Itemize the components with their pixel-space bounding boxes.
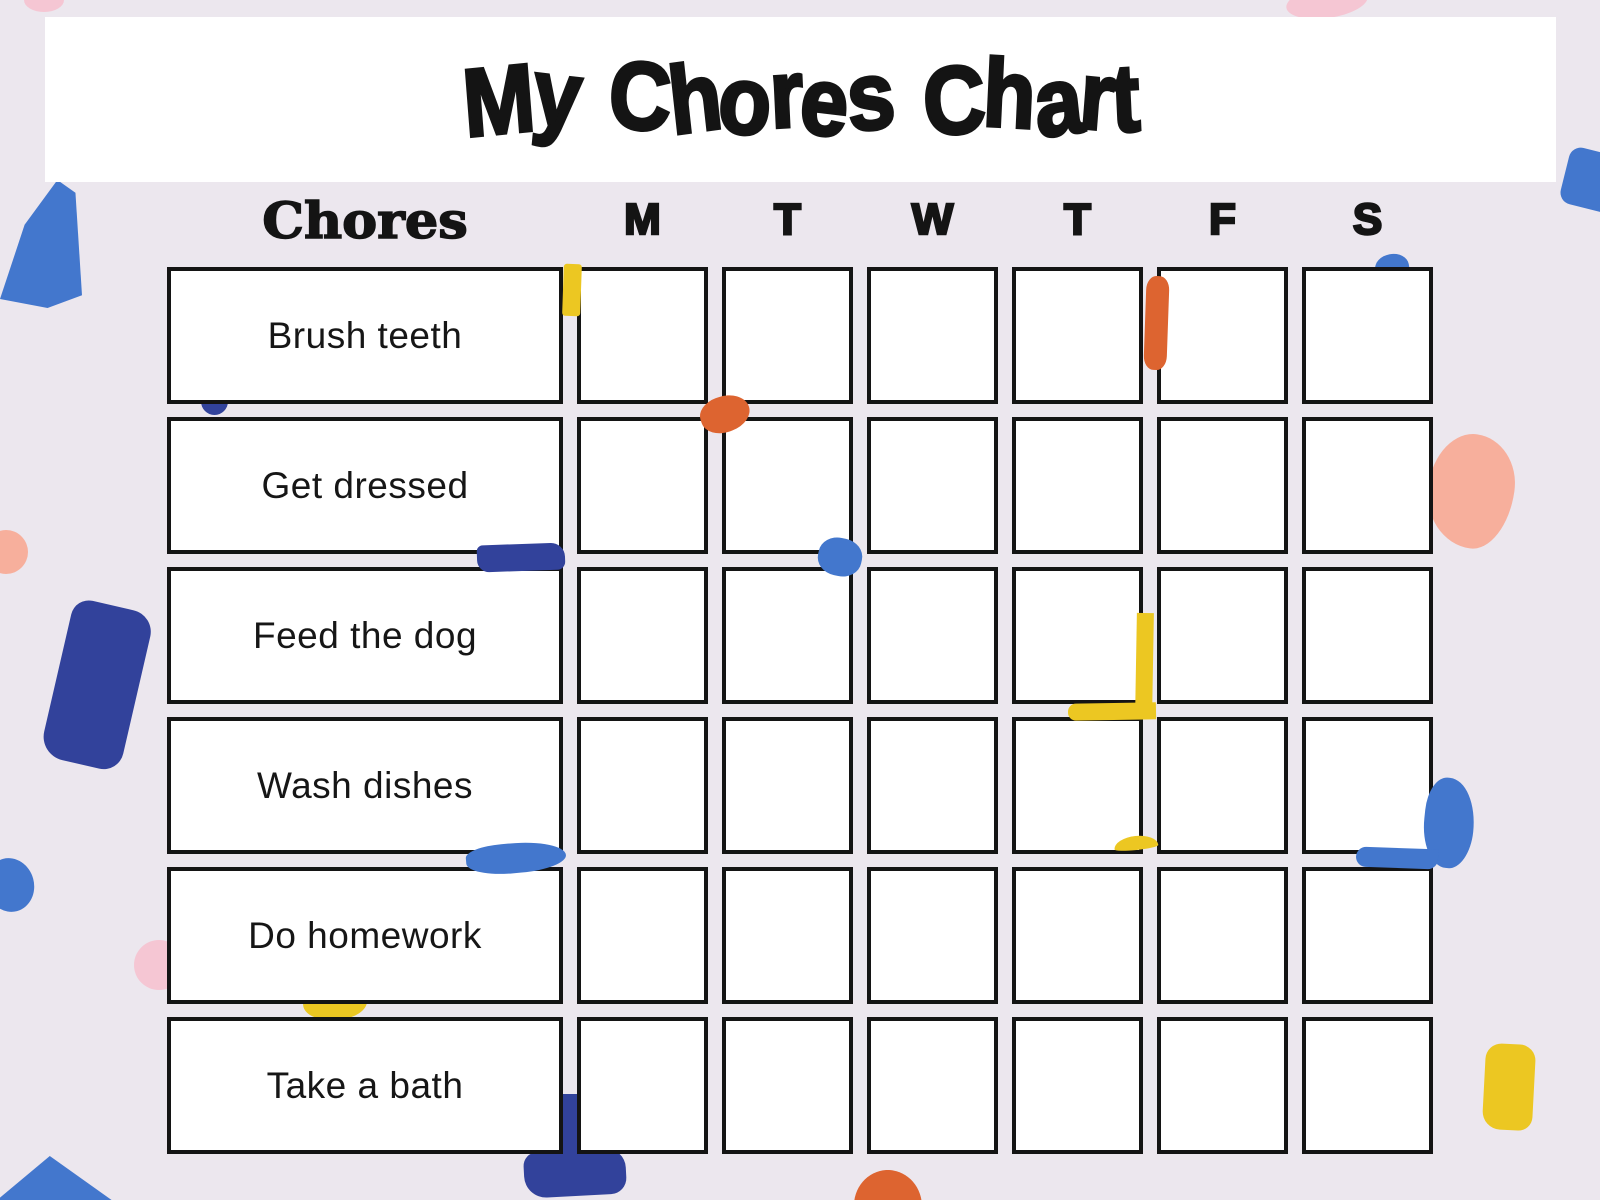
confetti-orange-dome-bottom	[852, 1168, 922, 1200]
day-cell[interactable]	[1157, 417, 1288, 554]
day-cell[interactable]	[867, 417, 998, 554]
day-cell[interactable]	[867, 567, 998, 704]
day-cell[interactable]	[1012, 717, 1143, 854]
title-letter: C	[919, 45, 987, 158]
day-cell[interactable]	[722, 717, 853, 854]
day-cell[interactable]	[867, 1017, 998, 1154]
confetti-yellow-stripe-monday	[562, 264, 582, 317]
confetti-blue-square-right	[1558, 145, 1600, 217]
title-letter: h	[980, 39, 1037, 150]
day-cell[interactable]	[577, 267, 708, 404]
chore-label: Feed the dog	[167, 567, 563, 704]
chores-grid	[167, 267, 1433, 1154]
day-cell[interactable]	[1012, 267, 1143, 404]
day-header-monday: M	[624, 195, 661, 244]
day-cell[interactable]	[1012, 867, 1143, 1004]
day-cell[interactable]	[867, 267, 998, 404]
confetti-blue-tail-saturday-row4	[1356, 847, 1439, 870]
table-header-row	[167, 188, 1433, 252]
title-letter: r	[767, 39, 804, 150]
day-cell[interactable]	[1157, 1017, 1288, 1154]
chore-label: Take a bath	[167, 1017, 563, 1154]
confetti-yellow-rect-right	[1482, 1043, 1536, 1131]
day-header-tuesday: T	[774, 195, 801, 244]
day-cell[interactable]	[867, 717, 998, 854]
day-cell[interactable]	[722, 1017, 853, 1154]
day-cell[interactable]	[1012, 417, 1143, 554]
confetti-navy-stripe-left	[39, 597, 155, 773]
title-letter: e	[796, 46, 852, 159]
chore-label: Get dressed	[167, 417, 563, 554]
day-cell[interactable]	[577, 417, 708, 554]
day-cell[interactable]	[1157, 267, 1288, 404]
day-cell[interactable]	[722, 567, 853, 704]
page-title	[459, 38, 1141, 159]
day-cell[interactable]	[1157, 567, 1288, 704]
day-cell[interactable]	[1012, 1017, 1143, 1154]
title-letter: C	[606, 41, 672, 153]
title-letter: r	[1075, 41, 1116, 152]
day-cell[interactable]	[722, 867, 853, 1004]
title-letter: M	[459, 44, 538, 159]
day-cell[interactable]	[1157, 717, 1288, 854]
confetti-pink-dot-top	[24, 0, 64, 12]
day-header-friday: F	[1209, 195, 1236, 244]
day-cell[interactable]	[1302, 267, 1433, 404]
day-cell[interactable]	[867, 867, 998, 1004]
chore-label: Wash dishes	[167, 717, 563, 854]
day-cell[interactable]	[722, 267, 853, 404]
day-cell[interactable]	[1012, 567, 1143, 704]
day-cell[interactable]	[1302, 567, 1433, 704]
chore-label: Brush teeth	[167, 267, 563, 404]
confetti-navy-stripe-row3	[477, 542, 566, 572]
day-header-saturday: S	[1352, 195, 1383, 244]
title-letter: a	[1028, 45, 1086, 159]
title-letter: t	[1108, 44, 1141, 154]
confetti-orange-stripe-row1	[1143, 276, 1169, 371]
title-letter: h	[663, 42, 726, 156]
title-banner	[45, 17, 1556, 182]
day-cell[interactable]	[1302, 417, 1433, 554]
day-cell[interactable]	[1302, 717, 1433, 854]
confetti-blue-triangle-topleft	[0, 180, 82, 308]
day-header-thursday: T	[1064, 195, 1091, 244]
title-letter: o	[715, 45, 774, 158]
day-cell[interactable]	[1302, 867, 1433, 1004]
confetti-salmon-blob-left	[0, 530, 28, 574]
day-cell[interactable]	[1157, 867, 1288, 1004]
day-cell[interactable]	[722, 417, 853, 554]
confetti-yellow-stripe-friday-horizontal	[1068, 702, 1156, 721]
confetti-blue-dot-left	[0, 853, 40, 918]
chore-label: Do homework	[167, 867, 563, 1004]
title-letter: y	[528, 38, 585, 151]
day-cell[interactable]	[577, 567, 708, 704]
confetti-blue-peak-bottomleft	[0, 1156, 120, 1200]
confetti-salmon-blob-right	[1420, 429, 1521, 554]
day-cell[interactable]	[577, 867, 708, 1004]
confetti-navy-blob-bottom	[523, 1147, 627, 1198]
chores-column-header: Chores	[262, 190, 468, 250]
confetti-yellow-stripe-friday-vertical	[1135, 613, 1154, 715]
day-cell[interactable]	[577, 717, 708, 854]
day-cell[interactable]	[577, 1017, 708, 1154]
day-header-wednesday: W	[911, 195, 954, 244]
title-letter: s	[842, 40, 897, 153]
day-cell[interactable]	[1302, 1017, 1433, 1154]
